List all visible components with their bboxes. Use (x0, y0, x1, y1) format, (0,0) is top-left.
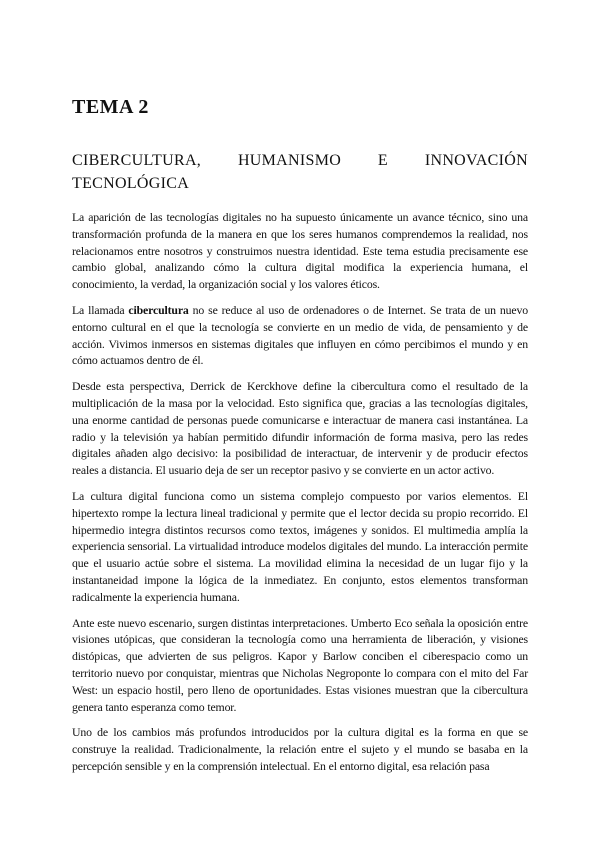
paragraph-intro: La aparición de las tecnologías digitales no ha supuesto únicamente un avance técnico, sino una transformación profunda de la manera en que los seres humanos comprendemos la realidad, nos relacionamos entre nosotros y construimos nuestra identidad. Este tema estudia precisamente ese cambio global, analizando cómo la cultura digital modifica la experiencia humana, el conocimiento, la verdad, la organización social y los valores éticos. (72, 210, 528, 292)
chapter-heading: TEMA 2 (72, 96, 149, 118)
paragraph-realidad: Uno de los cambios más profundos introducidos por la cultura digital es la forma en que se construye la realidad. Tradicionalmente, la relación entre el sujeto y el mundo se basaba en la percepción sensible y en la comprensión intelectual. En el entorno digital, esa relación pasa (72, 725, 528, 773)
paragraph-kerckhove: Desde esta perspectiva, Derrick de Kerckhove define la cibercultura como el resultado de la multiplicación de la masa por la velocidad. Esto significa que, gracias a las tecnologías digitales, una enorme cantidad de personas puede comunicarse e interactuar de manera casi instantánea. La radio y la televisión ya habían permitido difundir información de forma masiva, pero las redes digitales añaden algo decisivo: la posibilidad de interactuar, de intervenir y de producir efectos reales a distancia. El usuario deja de ser un receptor pasivo y se convierte en un actor activo. (72, 379, 528, 478)
p2-bold-term: cibercultura (128, 302, 189, 317)
p2-text-after: no se reduce al uso de ordenadores o de Internet. Se trata de un nuevo entorno cultural en el que la tecnología se convierte en un medio de vida, de pensamiento y de acción. Vivimos inmersos en sistemas digitales que influyen en cómo percibimos el mundo y en cómo actuamos dentro de él. (72, 302, 529, 368)
p2-text-before: La llamada (72, 302, 129, 317)
document-page (72, 96, 528, 784)
chapter-subtitle: CIBERCULTURA, HUMANISMO E INNOVACIÓN TECNOLÓGICA (72, 152, 528, 192)
paragraph-interpretaciones: Ante este nuevo escenario, surgen distintas interpretaciones. Umberto Eco señala la oposición entre visiones utópicas, que consideran la tecnología como una herramienta de liberación, y visiones distópicas, que advierten de sus peligros. Kapor y Barlow conciben el ciberespacio como un territorio nuevo por conquistar, mientras que Nicholas Negroponte lo compara con el mito del Far West: un espacio hostil, pero lleno de oportunidades. Estas visiones muestran que la cibercultura genera tanto esperanza como temor. (72, 615, 528, 714)
paragraph-cibercultura (72, 302, 528, 369)
paragraph-cultura-digital: La cultura digital funciona como un sistema complejo compuesto por varios elementos. El hipertexto rompe la lectura lineal tradicional y permite que el lector decida su propio recorrido. El hipermedio integra distintos recursos como textos, imágenes y sonidos. El multimedia amplía la experiencia sensorial. La virtualidad introduce modelos digitales del mundo. La interacción permite que el usuario actúe sobre el sistema. La movilidad elimina la necesidad de un lugar fijo y la instantaneidad impone la lógica de la inmediatez. En conjunto, estos elementos transforman radicalmente la experiencia humana. (72, 488, 528, 604)
